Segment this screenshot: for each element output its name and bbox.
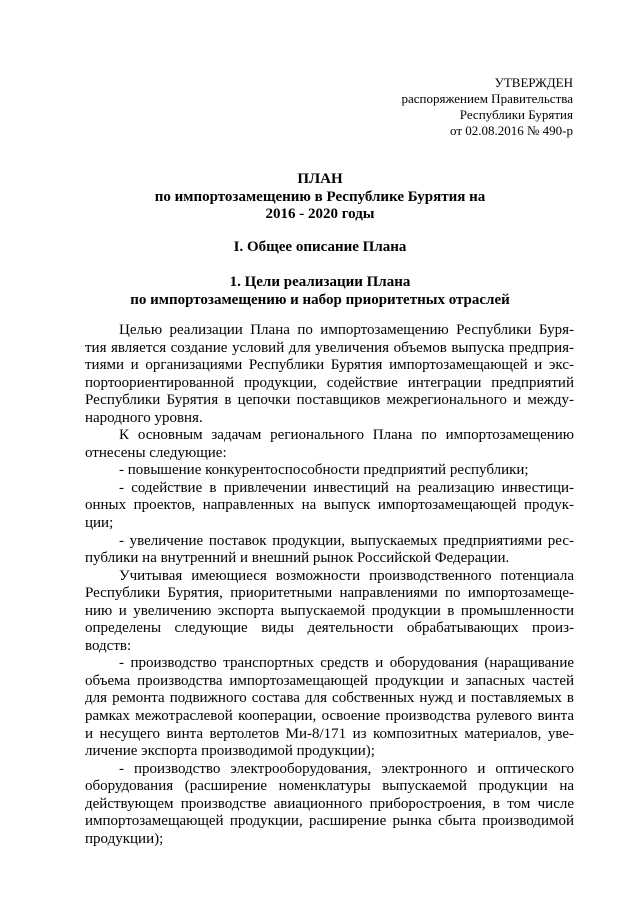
body-line: оборудования (расширение номенклатуры выпускаемой продукции на [85, 778, 574, 795]
approval-line-4: от 02.08.2016 № 490-р [450, 123, 573, 138]
body-line: ции; [85, 515, 114, 532]
body-line: - увеличение поставок продукции, выпускаемых предприятиями рес- [119, 532, 574, 549]
body-line: рамках межотраслевой кооперации, освоение производства рулевого винта [85, 708, 574, 725]
approval-line-2: распоряжением Правительства [401, 91, 573, 106]
title-line-3: 2016 - 2020 годы [265, 206, 375, 222]
body-text [85, 322, 574, 848]
body-line: импортозамещающей продукции, расширение рынка сбыта производимой [85, 813, 574, 830]
body-line: - производство транспортных средств и оборудования (наращивание [119, 655, 574, 672]
body-line: нию и увеличению экспорта выпускаемой продукции в промышленности [85, 602, 574, 619]
body-line: действующем производстве авиационного приборостроения, в том числе [85, 795, 574, 812]
body-line: отнесены следующие: [85, 444, 227, 461]
body-line: продукции); [85, 830, 164, 847]
document-title [0, 171, 640, 224]
body-line: народного уровня. [85, 409, 203, 426]
subsection-heading [0, 273, 640, 309]
title-line-2: по импортозамещению в Республике Бурятия на [154, 188, 486, 205]
body-line: тия является создание условий для увеличения объемов выпуска предприя- [85, 339, 574, 356]
body-line: для ремонта подвижного состава для собственных нужд и поставляемых в [85, 690, 574, 707]
body-line: личение экспорта производимой продукции); [85, 743, 375, 760]
body-line: и несущего винта вертолетов Ми-8/171 из композитных материалов, уве- [85, 725, 574, 742]
approval-line-1: УТВЕРЖДЕН [494, 75, 573, 90]
body-line: тиями и организациями Республики Бурятия импортозамещающей и экс- [85, 357, 574, 374]
title-line-1: ПЛАН [297, 171, 343, 187]
body-line: К основным задачам регионального Плана по импортозамещению [119, 427, 574, 444]
body-line: публики на внутренний и внешний рынок Российской Федерации. [85, 550, 510, 567]
subsection-line-1: 1. Цели реализации Плана [229, 274, 411, 290]
section-heading: I. Общее описание Плана [233, 239, 407, 255]
body-line: Целью реализации Плана по импортозамещению Республики Буря- [119, 322, 574, 338]
body-line: Учитывая имеющиеся возможности производственного потенциала [119, 567, 574, 584]
body-line: Республики Бурятия в цепочки поставщиков межрегионального и между- [85, 392, 574, 409]
body-line: - повышение конкурентоспособности предприятий республики; [119, 462, 529, 479]
body-line: онных проектов, направленных на выпуск импортозамещающей продук- [85, 497, 574, 514]
body-line: водств: [85, 637, 132, 654]
body-line: Республики Бурятия, приоритетными направлениями по импортозамеще- [85, 585, 574, 602]
body-line: портоориентированной продукции, содействие интеграции предприятий [85, 374, 574, 391]
body-line: определены следующие виды деятельности обрабатывающих произ- [85, 620, 574, 637]
body-line: объема производства импортозамещающей продукции и запасных частей [85, 672, 574, 689]
body-line: - содействие в привлечении инвестиций на реализацию инвестици- [119, 479, 574, 496]
approval-stamp-block [401, 75, 573, 139]
approval-line-3: Республики Бурятия [459, 107, 573, 122]
subsection-line-2: по импортозамещению и набор приоритетных отраслей [130, 292, 510, 308]
body-line: - производство электрооборудования, электронного и оптического [119, 760, 574, 777]
